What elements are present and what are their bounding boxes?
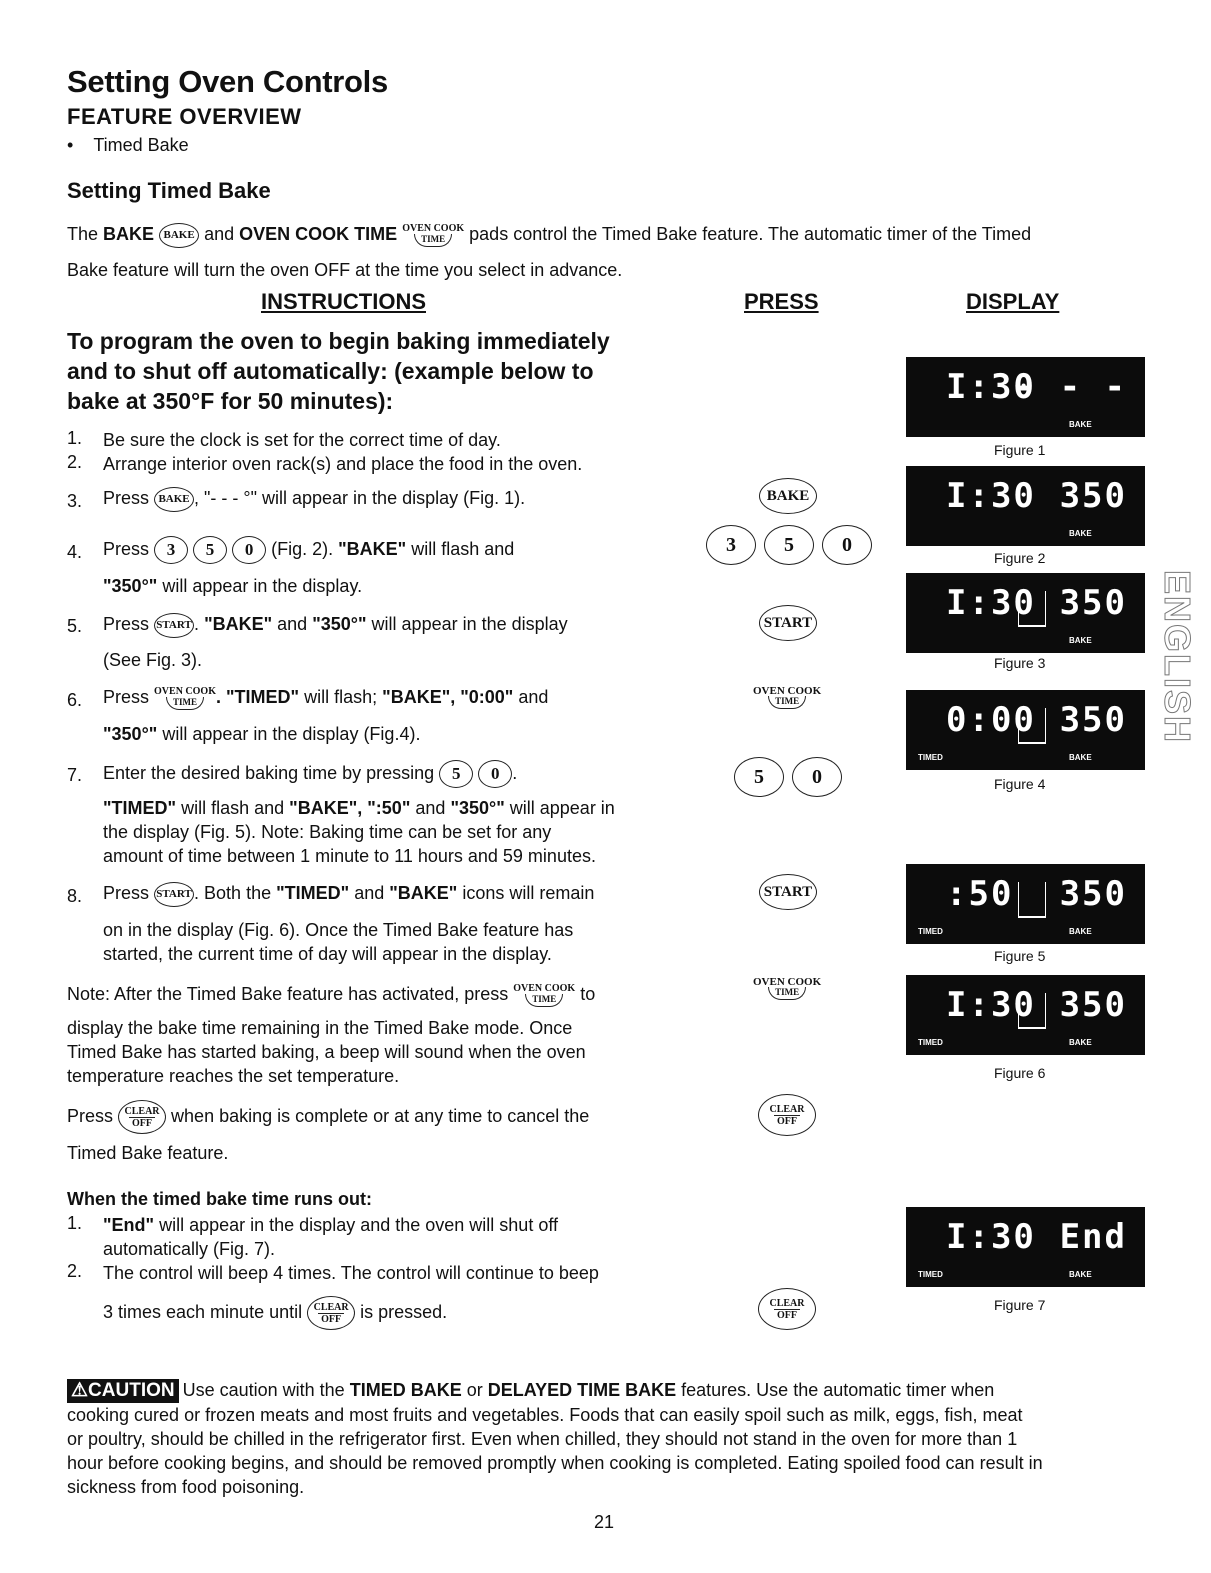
start-pad-icon: START (759, 605, 817, 641)
runs-out-1: "End" will appear in the display and the oven will shut off (103, 1215, 559, 1235)
clear-off-pad-icon: CLEAR OFF (118, 1100, 166, 1134)
step-number: 8. (67, 886, 83, 906)
step-6-text-2: "350°" will appear in the display (Fig.4). (103, 724, 421, 744)
oven-cook-time-pad-icon: OVEN COOK TIME (154, 687, 216, 710)
figure-caption: Figure 6 (994, 1065, 1046, 1081)
page-number: 21 (594, 1512, 615, 1532)
digit-5-pad-icon: 5 (193, 536, 227, 564)
intro-line2: Bake feature will turn the oven OFF at the time you select in advance. (67, 260, 623, 280)
runs-out-2: The control will beep 4 times. The control will continue to beep (103, 1263, 599, 1283)
runs-out-1b: automatically (Fig. 7). (103, 1239, 276, 1259)
feature-overview-heading: FEATURE OVERVIEW (67, 104, 302, 129)
step-4-text-2: "350°" will appear in the display. (103, 576, 363, 596)
press-column-heading: PRESS (744, 289, 819, 314)
step-8-text-2: on in the display (Fig. 6). Once the Timed Bake feature has (103, 920, 574, 940)
step-5-text-2: (See Fig. 3). (103, 650, 203, 670)
step-7-text-2: "TIMED" will flash and "BAKE", ":50" and "350°" will appear in (103, 798, 615, 818)
figure-caption: Figure 1 (994, 442, 1046, 458)
digit-5-pad-icon: 5 (764, 525, 814, 565)
figure-caption: Figure 7 (994, 1297, 1046, 1313)
program-heading: To program the oven to begin baking immediately and to shut off automatically: (example below to bake at 350°F for 50 minutes): (67, 328, 610, 414)
digit-0-pad-icon: 0 (232, 536, 266, 564)
figure-caption: Figure 5 (994, 948, 1046, 964)
digit-0-pad-icon: 0 (792, 757, 842, 797)
caution-paragraph: ⚠CAUTION Use caution with the TIMED BAKE or DELAYED TIME BAKE features. Use the automatic timer when cooking cured or frozen meats and most fruits and vegetables. Foods that can easily spoil such as milk, eggs, fish, meat or poultry, should be chilled in the refrigerator first. Even when chilled, they should not stand in the oven for more than 1 hour before cooking begins, and should be removed promptly when cooking is completed. Eating spoiled food can result in sickness from food poisoning. (67, 1380, 1043, 1497)
step-number: 7. (67, 765, 83, 785)
page-title: Setting Oven Controls (67, 64, 388, 99)
press-clear-text: Press CLEAR OFF when baking is complete or at any time to cancel the (67, 1100, 589, 1134)
oven-cook-time-pad-icon: OVEN COOK TIME (513, 984, 575, 1007)
step-number: 3. (67, 491, 83, 511)
oven-display-figure-6: I:30 350 TIMED BAKE (906, 975, 1145, 1055)
step-7-text: Enter the desired baking time by pressing 5 0 . (103, 760, 517, 788)
digit-0-pad-icon: 0 (478, 760, 512, 788)
step-number: 1. (67, 1213, 83, 1233)
bake-pad-icon: BAKE (154, 487, 194, 512)
language-side-tab: ENGLISH (1157, 570, 1198, 745)
figure-caption: Figure 4 (994, 776, 1046, 792)
step-8-text-3: started, the current time of day will appear in the display. (103, 944, 552, 964)
note-text-4: temperature reaches the set temperature. (67, 1066, 400, 1086)
feature-bullet: • Timed Bake (67, 135, 189, 155)
digit-3-pad-icon: 3 (706, 525, 756, 565)
clear-off-pad-icon: CLEAR OFF (307, 1296, 355, 1330)
step-5-text: Press START . "BAKE" and "350°" will appear in the display (103, 612, 568, 638)
step-number: 2. (67, 1261, 83, 1281)
section-heading: Setting Timed Bake (67, 178, 271, 203)
start-pad-icon: START (154, 613, 194, 638)
note-text-3: Timed Bake has started baking, a beep will sound when the oven (67, 1042, 586, 1062)
step-number: 2. (67, 452, 83, 472)
clear-off-pad-icon: CLEAR OFF (758, 1288, 816, 1330)
step-number: 1. (67, 428, 83, 448)
digit-3-pad-icon: 3 (154, 536, 188, 564)
figure-caption: Figure 3 (994, 655, 1046, 671)
intro-paragraph: The BAKE BAKE and OVEN COOK TIME OVEN COOK TIME pads control the Timed Bake feature. The automatic timer of the Timed (67, 222, 1157, 248)
clear-off-pad-icon: CLEAR OFF (758, 1094, 816, 1136)
step-7-text-4: amount of time between 1 minute to 11 hours and 59 minutes. (103, 846, 596, 866)
oven-cook-time-pad-icon: OVEN COOK TIME (753, 977, 821, 1000)
oven-cook-time-pad-icon: OVEN COOK TIME (402, 224, 464, 247)
bake-pad-icon: BAKE (159, 223, 199, 248)
figure-caption: Figure 2 (994, 550, 1046, 566)
digit-5-pad-icon: 5 (734, 757, 784, 797)
step-7-text-3: the display (Fig. 5). Note: Baking time can be set for any (103, 822, 552, 842)
display-column-heading: DISPLAY (966, 289, 1060, 314)
digit-5-pad-icon: 5 (439, 760, 473, 788)
oven-display-figure-3: I:30 350 BAKE (906, 573, 1145, 653)
step-number: 5. (67, 616, 83, 636)
runs-out-heading: When the timed bake time runs out: (67, 1189, 373, 1209)
press-clear-text-2: Timed Bake feature. (67, 1143, 229, 1163)
step-2-text: Arrange interior oven rack(s) and place the food in the oven. (103, 454, 583, 474)
oven-display-figure-7: I:30 End TIMED BAKE (906, 1207, 1145, 1287)
instructions-column-heading: INSTRUCTIONS (261, 289, 426, 314)
step-6-text: Press OVEN COOK TIME . "TIMED" will flash; "BAKE", "0:00" and (103, 685, 548, 710)
bake-pad-icon: BAKE (759, 478, 817, 514)
note-text-2: display the bake time remaining in the Timed Bake mode. Once (67, 1018, 573, 1038)
caution-badge: ⚠CAUTION (67, 1379, 179, 1403)
digit-0-pad-icon: 0 (822, 525, 872, 565)
oven-display-figure-5: :50 350 TIMED BAKE (906, 864, 1145, 944)
oven-display-figure-4: 0:00 350 TIMED BAKE (906, 690, 1145, 770)
step-3-text: Press BAKE , "- - - °" will appear in the display (Fig. 1). (103, 486, 525, 512)
oven-display-figure-2: I:30 350 BAKE (906, 466, 1145, 546)
oven-display-figure-1: I:30 - - - BAKE (906, 357, 1145, 437)
start-pad-icon: START (759, 874, 817, 910)
step-number: 4. (67, 542, 83, 562)
step-4-text: Press 3 5 0 (Fig. 2). "BAKE" will flash and (103, 536, 514, 564)
runs-out-2b: 3 times each minute until CLEAR OFF is pressed. (103, 1296, 447, 1330)
step-1-text: Be sure the clock is set for the correct time of day. (103, 430, 501, 450)
start-pad-icon: START (154, 882, 194, 907)
oven-cook-time-pad-icon: OVEN COOK TIME (753, 686, 821, 709)
note-text: Note: After the Timed Bake feature has activated, press OVEN COOK TIME to (67, 982, 595, 1007)
step-8-text: Press START . Both the "TIMED" and "BAKE" icons will remain (103, 881, 594, 907)
step-number: 6. (67, 690, 83, 710)
